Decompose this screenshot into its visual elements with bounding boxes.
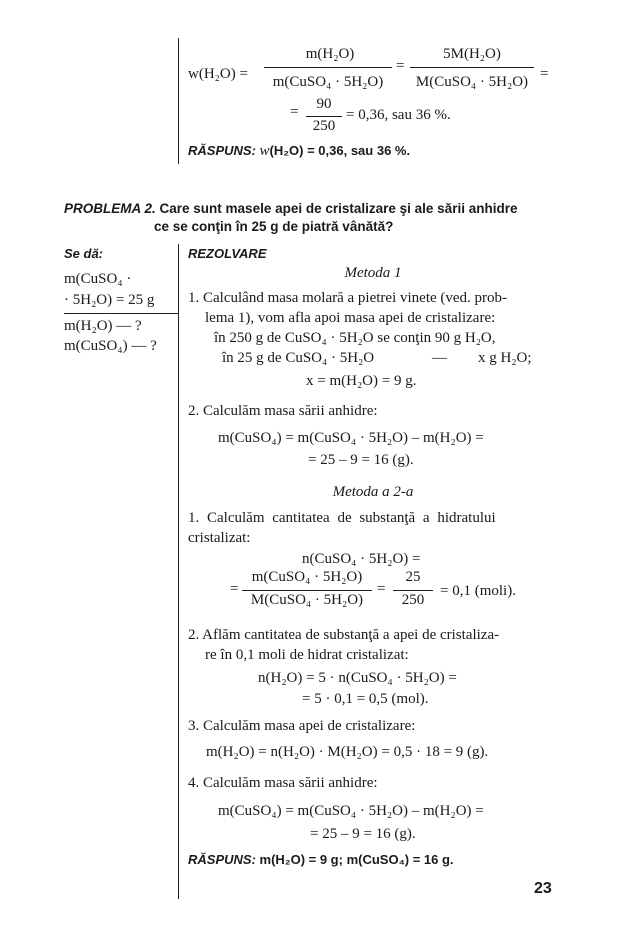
m1-step2: 2. Calculăm masa sării anhidre:: [188, 403, 378, 419]
m2-step1-den2: 250: [401, 592, 425, 608]
m1-step2-eq1: m(CuSO₄) = m(CuSO₄ · 5H₂O) – m(H₂O) =: [218, 430, 484, 446]
m1-step1-c: în 250 g de CuSO₄ · 5H₂O se conţin 90 g H₂O,: [214, 330, 496, 346]
m2-step1-b: cristalizat:: [188, 530, 251, 546]
eq1-numerator-1: m(H₂O): [305, 46, 355, 62]
eq1-equals-3: =: [540, 66, 549, 82]
problem-line-2: ce se conţin în 25 g de piatră vânătă?: [154, 219, 394, 234]
m1-step1-d3: x g H₂O;: [478, 350, 532, 366]
given-line-2: · 5H₂O) = 25 g: [64, 292, 155, 308]
m1-step1-e: x = m(H₂O) = 9 g.: [306, 373, 417, 389]
m2-step1-rest: = 0,1 (moli).: [440, 583, 516, 599]
final-answer: [188, 852, 454, 867]
eq1-fraction-line-2: [410, 67, 534, 68]
problem-label: PROBLEMA 2.: [64, 201, 156, 216]
m2-step1-eq-pre: =: [230, 581, 239, 597]
m2-step1-num1: m(CuSO₄ · 5H₂O): [251, 569, 363, 585]
eq1-fraction-line-1: [264, 67, 392, 68]
eq1-numerator-2: 5M(H₂O): [443, 46, 501, 62]
m2-step2-a: 2. Aflăm cantitatea de substanţă a apei de cristaliza-: [188, 627, 500, 643]
find-line-2: m(CuSO₄) — ?: [64, 338, 157, 354]
m1-step1-a: 1. Calculând masa molară a pietrei vinete (ved. prob-: [188, 290, 508, 306]
given-separator: [64, 313, 178, 314]
eq1-denominator-2: M(CuSO₄ · 5H₂O): [415, 74, 529, 90]
page-number: 23: [534, 880, 552, 897]
solution-title: REZOLVARE: [188, 246, 267, 261]
top-answer-label: RĂSPUNS:: [188, 143, 256, 158]
given-title: Se dă:: [64, 246, 104, 261]
m2-step1-fraction-line-1: [242, 590, 372, 591]
m2-step1-den1: M(CuSO₄ · 5H₂O): [250, 592, 364, 608]
m2-step1-eq1: n(CuSO₄ · 5H₂O) =: [302, 551, 421, 567]
m1-step1-b: lema 1), vom afla apoi masa apei de cristalizare:: [205, 310, 496, 326]
eq2-rest: = 0,36, sau 36 %.: [346, 107, 451, 123]
problem-text-1: Care sunt masele apei de cristalizare şi ale sării anhidre: [159, 201, 518, 216]
m1-step1-d1: în 25 g de CuSO₄ · 5H₂O: [222, 350, 375, 366]
m2-step2-eq2: = 5 · 0,1 = 0,5 (mol).: [302, 691, 429, 707]
m2-step1-eq-mid: =: [377, 581, 386, 597]
main-divider-line: [178, 244, 179, 899]
final-answer-text: m(H₂O) = 9 g; m(CuSO₄) = 16 g.: [259, 852, 454, 867]
m1-step1-d2: —: [432, 350, 447, 366]
m2-step2-b: re în 0,1 moli de hidrat cristalizat:: [205, 647, 409, 663]
eq2-fraction-line: [306, 116, 342, 117]
m2-step3-eq: m(H₂O) = n(H₂O) · M(H₂O) = 0,5 · 18 = 9 (g).: [206, 744, 489, 760]
problem-line-1: [64, 201, 517, 216]
top-answer-w: w: [259, 143, 270, 159]
m2-step1-fraction-line-2: [393, 590, 433, 591]
m2-step4-eq2: = 25 – 9 = 16 (g).: [310, 826, 416, 842]
m2-step4: 4. Calculăm masa sării anhidre:: [188, 775, 378, 791]
m2-step3: 3. Calculăm masa apei de cristalizare:: [188, 718, 416, 734]
eq1-denominator-1: m(CuSO₄ · 5H₂O): [272, 74, 384, 90]
m2-step1-a: 1. Calculăm cantitatea de substanţă a hidratului: [188, 510, 496, 526]
m2-step2-eq1: n(H₂O) = 5 · n(CuSO₄ · 5H₂O) =: [258, 670, 457, 686]
eq2-numerator: 90: [316, 96, 332, 112]
method-2-title: Metoda a 2-a: [332, 484, 414, 500]
find-line-1: m(H₂O) — ?: [64, 318, 142, 334]
top-answer: [188, 143, 410, 160]
final-answer-label: RĂSPUNS:: [188, 852, 256, 867]
eq2-equals: =: [290, 104, 299, 120]
top-answer-text: (H₂O) = 0,36, sau 36 %.: [269, 143, 411, 158]
eq1-equals-2: =: [396, 58, 405, 74]
eq1-left: w(H₂O) =: [188, 66, 248, 82]
eq2-denominator: 250: [312, 118, 336, 134]
m2-step4-eq1: m(CuSO₄) = m(CuSO₄ · 5H₂O) – m(H₂O) =: [218, 803, 484, 819]
method-1-title: Metoda 1: [344, 265, 402, 281]
m2-step1-num2: 25: [405, 569, 421, 585]
m1-step2-eq2: = 25 – 9 = 16 (g).: [308, 452, 414, 468]
top-divider-line: [178, 38, 179, 164]
given-line-1: m(CuSO₄ ·: [64, 271, 132, 287]
